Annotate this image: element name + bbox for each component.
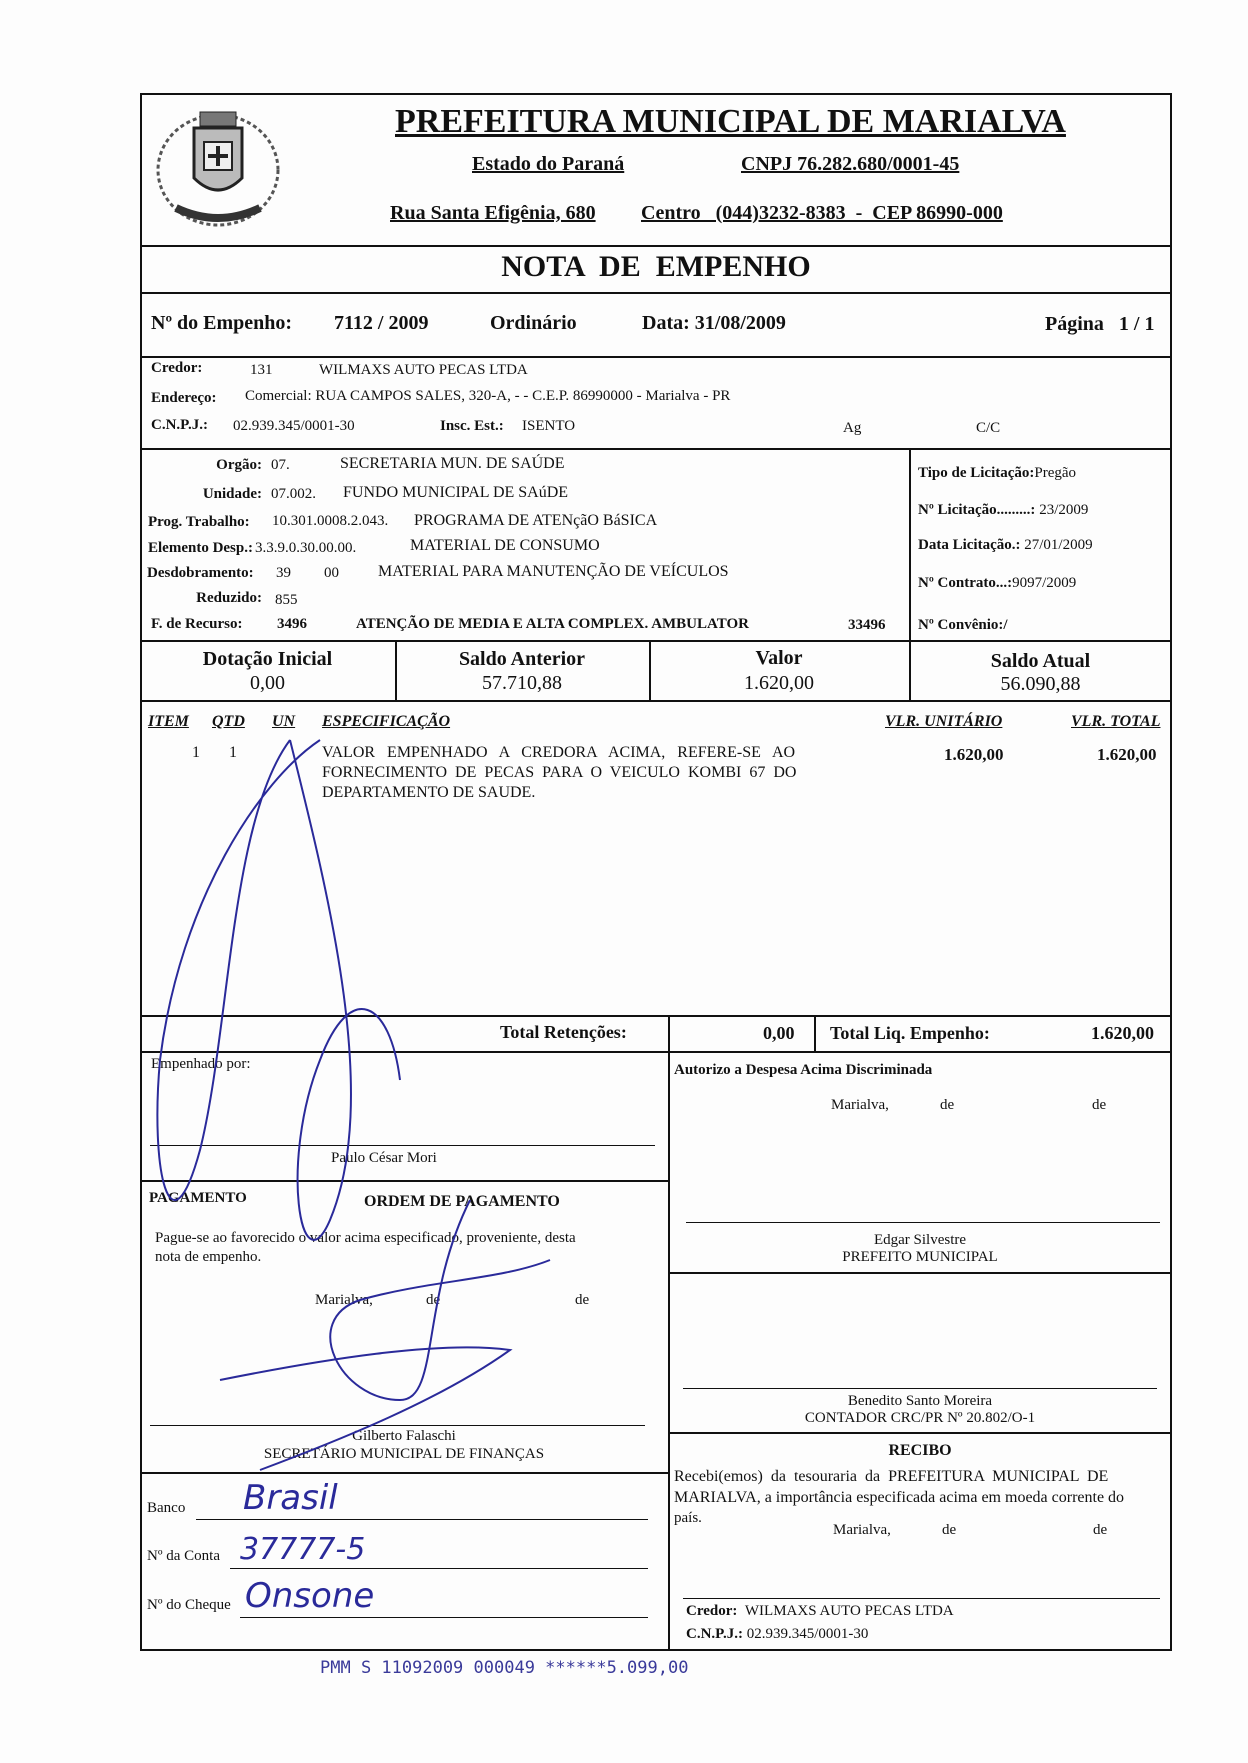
banco-value: Brasil xyxy=(243,1478,338,1518)
state-registration: ISENTO xyxy=(522,418,576,434)
recibo-de1: de xyxy=(942,1522,957,1538)
elemento-desc: MATERIAL DE CONSUMO xyxy=(410,537,600,554)
prog-label: Prog. Trabalho: xyxy=(148,514,250,530)
licitacao-date-label: Data Licitação.: xyxy=(918,537,1021,553)
empenhado-label: Empenhado por: xyxy=(151,1056,251,1072)
licitacao-type xyxy=(918,465,1076,482)
liq-label: Total Liq. Empenho: xyxy=(830,1023,990,1043)
desdobramento-desc: MATERIAL PARA MANUTENÇÃO DE VEÍCULOS xyxy=(378,563,729,580)
pagamento-de1: de xyxy=(426,1292,441,1308)
unidade-label: Unidade: xyxy=(202,486,262,502)
contrato xyxy=(918,575,1076,592)
col-item: ITEM xyxy=(148,713,189,730)
contador-name: Benedito Santo Moreira xyxy=(847,1393,993,1409)
pagamento-local: Marialva, xyxy=(315,1292,373,1308)
secretario-name: Gilberto Falaschi xyxy=(352,1428,456,1444)
cheque-value: Onsone xyxy=(245,1576,375,1616)
desdobramento-code2: 00 xyxy=(324,565,339,581)
header-cnpj: CNPJ 76.282.680/0001-45 xyxy=(741,153,960,175)
col-especificacao: ESPECIFICAÇÃO xyxy=(322,713,451,730)
item-vlr-unitario: 1.620,00 xyxy=(944,745,1004,764)
conta-value: 37777-5 xyxy=(240,1532,366,1567)
pagamento-text-line: Pague-se ao favorecido o valor acima especificado, proveniente, desta xyxy=(155,1230,576,1246)
recibo-text-line: MARIALVA, a importância especificada acima em moeda corrente do xyxy=(674,1489,1125,1506)
pagamento-de2: de xyxy=(575,1292,590,1308)
convenio-label: Nº Convênio:/ xyxy=(918,617,1008,633)
orgao-label: Orgão: xyxy=(216,457,262,473)
recibo-de2: de xyxy=(1093,1522,1108,1538)
recibo-cnpj-value: 02.939.345/0001-30 xyxy=(746,1626,869,1642)
autorizo-de2: de xyxy=(1092,1097,1107,1113)
creditor-code: 131 xyxy=(250,362,273,378)
prefeito-name: Edgar Silvestre xyxy=(873,1232,967,1248)
conta-label: Nº da Conta xyxy=(147,1548,220,1564)
orgao-desc: SECRETARIA MUN. DE SAÚDE xyxy=(340,455,565,472)
contrato-value: 9097/2009 xyxy=(1012,575,1077,591)
item-desc-line: DEPARTAMENTO DE SAUDE. xyxy=(322,784,536,801)
reduzido-code: 855 xyxy=(275,592,298,608)
recibo-cnpj-label: C.N.P.J.: xyxy=(686,1626,743,1642)
licitacao-number-value: 23/2009 xyxy=(1039,502,1089,518)
licitacao-type-label: Tipo de Licitação: xyxy=(918,465,1035,481)
address-label: Endereço: xyxy=(151,390,217,406)
recurso-code: 3496 xyxy=(277,616,307,632)
recurso-code2: 33496 xyxy=(848,617,886,633)
item-qtd: 1 xyxy=(229,744,237,761)
recibo-text-line: país. xyxy=(674,1510,702,1526)
licitacao-date-value: 27/01/2009 xyxy=(1024,537,1093,553)
coat-of-arms-logo xyxy=(148,98,288,238)
recibo-local: Marialva, xyxy=(833,1522,891,1538)
empenho-type: Ordinário xyxy=(490,312,577,334)
header-title: PREFEITURA MUNICIPAL DE MARIALVA xyxy=(395,103,1066,140)
unidade-desc: FUNDO MUNICIPAL DE SAúDE xyxy=(343,484,569,501)
signature-scribble xyxy=(140,700,700,1480)
contrato-label: Nº Contrato...: xyxy=(918,575,1013,591)
valor-value: 1.620,00 xyxy=(744,672,814,694)
reduzido-label: Reduzido: xyxy=(196,590,262,606)
empenho-number: 7112 / 2009 xyxy=(334,312,429,334)
cheque-label: Nº do Cheque xyxy=(147,1597,231,1613)
licitacao-date xyxy=(918,537,1093,554)
prog-desc: PROGRAMA DE ATENçãO BáSICA xyxy=(414,512,658,529)
elemento-code: 3.3.9.0.30.00.00. xyxy=(255,540,357,556)
creditor-name: WILMAXS AUTO PECAS LTDA xyxy=(319,362,528,378)
banco-label: Banco xyxy=(147,1500,186,1516)
orgao-code: 07. xyxy=(271,457,290,473)
contador-title: CONTADOR CRC/PR Nº 20.802/O-1 xyxy=(804,1410,1036,1426)
recibo-cnpj xyxy=(686,1626,868,1643)
header-address: Rua Santa Efigênia, 680 xyxy=(390,202,596,224)
account-label: C/C xyxy=(976,420,1001,436)
retencoes-value: 0,00 xyxy=(763,1023,795,1043)
recurso-desc: ATENÇÃO DE MEDIA E ALTA COMPLEX. AMBULATOR xyxy=(356,616,749,632)
recibo-credor-label: Credor: xyxy=(686,1603,738,1619)
recibo-text-line: Recebi(emos) da tesouraria da PREFEITURA MUNICIPAL DE xyxy=(674,1468,1109,1485)
page-number: Página 1 / 1 xyxy=(1045,313,1155,335)
retencoes-label: Total Retenções: xyxy=(500,1022,627,1042)
payment-stamp: PMM S 11092009 000049 ******5.099,00 xyxy=(320,1658,689,1678)
ordem-pagamento-label: ORDEM DE PAGAMENTO xyxy=(364,1193,560,1210)
cnpj-label: C.N.P.J.: xyxy=(151,417,208,433)
saldo-anterior-value: 57.710,88 xyxy=(482,672,562,694)
document-title: NOTA DE EMPENHO xyxy=(501,250,811,283)
col-un: UN xyxy=(272,713,296,730)
licitacao-type-value: Pregão xyxy=(1034,465,1077,481)
empenhado-name: Paulo César Mori xyxy=(331,1150,437,1166)
item-desc-line: FORNECIMENTO DE PECAS PARA O VEICULO KOMBI 67 DO xyxy=(322,764,797,781)
col-vlr-unitario: VLR. UNITÁRIO xyxy=(885,713,1003,730)
recibo-credor xyxy=(686,1603,954,1620)
empenho-date: Data: 31/08/2009 xyxy=(642,312,786,334)
licitacao-number xyxy=(918,502,1088,519)
dotacao-label: Dotação Inicial xyxy=(202,648,333,670)
recibo-credor-name: WILMAXS AUTO PECAS LTDA xyxy=(744,1603,954,1619)
dotacao-value: 0,00 xyxy=(250,672,285,694)
creditor-address: Comercial: RUA CAMPOS SALES, 320-A, - - C.E.P. 86990000 - Marialva - PR xyxy=(245,388,731,404)
state-registration-label: Insc. Est.: xyxy=(440,418,504,434)
item-desc-line: VALOR EMPENHADO A CREDORA ACIMA, REFERE-SE AO xyxy=(322,744,796,761)
item-vlr-total: 1.620,00 xyxy=(1097,745,1157,764)
unidade-code: 07.002. xyxy=(271,486,316,502)
autorizo-local: Marialva, xyxy=(831,1097,889,1113)
desdobramento-code: 39 xyxy=(276,565,291,581)
pagamento-text-line: nota de empenho. xyxy=(155,1249,262,1265)
desdobramento-label: Desdobramento: xyxy=(147,565,254,581)
recibo-title: RECIBO xyxy=(888,1442,952,1459)
creditor-label: Credor: xyxy=(151,360,203,376)
liq-value: 1.620,00 xyxy=(1091,1023,1154,1043)
elemento-label: Elemento Desp.: xyxy=(148,540,253,556)
licitacao-number-label: Nº Licitação.........: xyxy=(918,502,1036,518)
prog-code: 10.301.0008.2.043. xyxy=(272,513,389,529)
agency-label: Ag xyxy=(843,420,862,436)
secretario-title: SECRETÁRIO MUNICIPAL DE FINANÇAS xyxy=(263,1446,545,1462)
col-vlr-total: VLR. TOTAL xyxy=(1071,713,1161,730)
header-district: Centro (044)3232-8383 - CEP 86990-000 xyxy=(641,202,1003,224)
saldo-atual-label: Saldo Atual xyxy=(990,650,1091,672)
col-qtd: QTD xyxy=(212,713,245,730)
creditor-cnpj: 02.939.345/0001-30 xyxy=(233,418,355,434)
recurso-label: F. de Recurso: xyxy=(151,616,243,632)
prefeito-title: PREFEITO MUNICIPAL xyxy=(842,1249,998,1265)
autorizo-de1: de xyxy=(940,1097,955,1113)
valor-label: Valor xyxy=(755,647,803,669)
pagamento-label: PAGAMENTO xyxy=(149,1190,247,1206)
autorizo-label: Autorizo a Despesa Acima Discriminada xyxy=(674,1062,933,1078)
header-state: Estado do Paraná xyxy=(472,153,625,175)
empenho-number-label: Nº do Empenho: xyxy=(151,312,293,334)
item-number: 1 xyxy=(192,744,200,761)
saldo-atual-value: 56.090,88 xyxy=(1000,673,1081,695)
saldo-anterior-label: Saldo Anterior xyxy=(458,648,586,670)
